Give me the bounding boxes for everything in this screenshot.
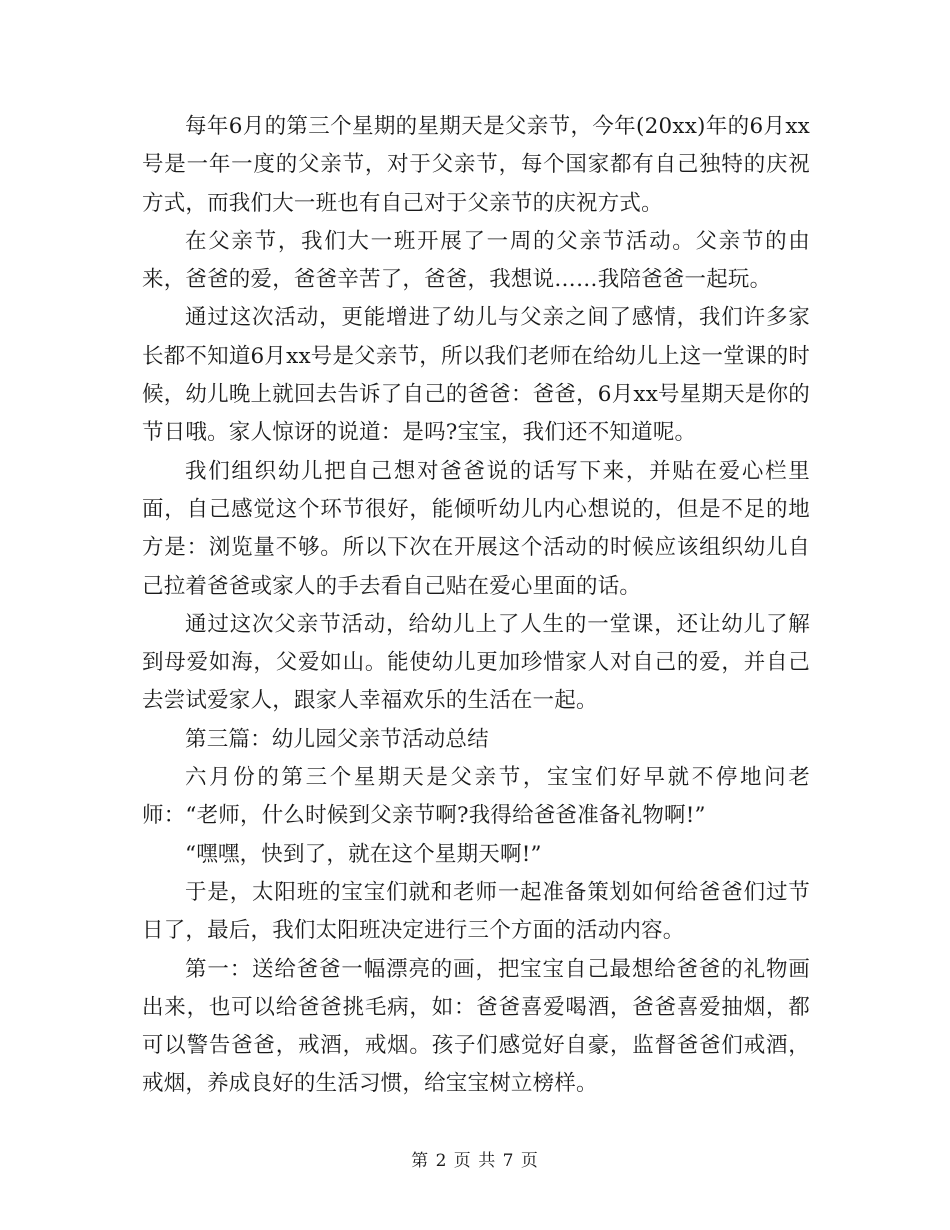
document-body [142, 108, 810, 1104]
page-number-label: 第 2 页 共 7 页 [411, 1151, 539, 1171]
paragraph-1: 每年6月的第三个星期的星期天是父亲节，今年(20xx)年的6月xx号是一年一度的父亲节，对于父亲节，每个国家都有自己独特的庆祝方式，而我们大一班也有自己对于父亲节的庆祝方式。 [142, 114, 810, 216]
paragraph-2: 在父亲节，我们大一班开展了一周的父亲节活动。父亲节的由来，爸爸的爱，爸爸辛苦了，爸爸，我想说……我陪爸爸一起玩。 [142, 228, 810, 293]
paragraph-9: 第一：送给爸爸一幅漂亮的画，把宝宝自己最想给爸爸的礼物画出来，也可以给爸爸挑毛病，如：爸爸喜爱喝酒，爸爸喜爱抽烟，都可以警告爸爸，戒酒，戒烟。孩子们感觉好自豪，监督爸爸们戒酒，戒烟，养成良好的生活习惯，给宝宝树立榜样。 [142, 956, 810, 1097]
paragraph-7: “嘿嘿，快到了，就在这个星期天啊!” [185, 841, 542, 867]
paragraph-8: 于是，太阳班的宝宝们就和老师一起准备策划如何给爸爸们过节日了，最后，我们太阳班决定进行三个方面的活动内容。 [142, 879, 810, 944]
section-heading: 第三篇：幼儿园父亲节活动总结 [185, 726, 489, 752]
paragraph-6: 六月份的第三个星期天是父亲节，宝宝们好早就不停地问老师：“老师，什么时候到父亲节啊?我得给爸爸准备礼物啊!” [142, 765, 810, 829]
paragraph-3: 通过这次活动，更能增进了幼儿与父亲之间了感情，我们许多家长都不知道6月xx号是父亲节，所以我们老师在给幼儿上这一堂课的时候，幼儿晚上就回去告诉了自己的爸爸：爸爸，6月xx号星期天是你的节日哦。家人惊讶的说道：是吗?宝宝，我们还不知道呢。 [142, 305, 810, 446]
paragraph-5: 通过这次父亲节活动，给幼儿上了人生的一堂课，还让幼儿了解到母爱如海，父爱如山。能使幼儿更加珍惜家人对自己的爱，并自己去尝试爱家人，跟家人幸福欢乐的生活在一起。 [142, 611, 810, 714]
page-footer [0, 1146, 950, 1171]
paragraph-4: 我们组织幼儿把自己想对爸爸说的话写下来，并贴在爱心栏里面，自己感觉这个环节很好，能倾听幼儿内心想说的，但是不足的地方是：浏览量不够。所以下次在开展这个活动的时候应该组织幼儿自己拉着爸爸或家人的手去看自己贴在爱心里面的话。 [142, 458, 810, 599]
